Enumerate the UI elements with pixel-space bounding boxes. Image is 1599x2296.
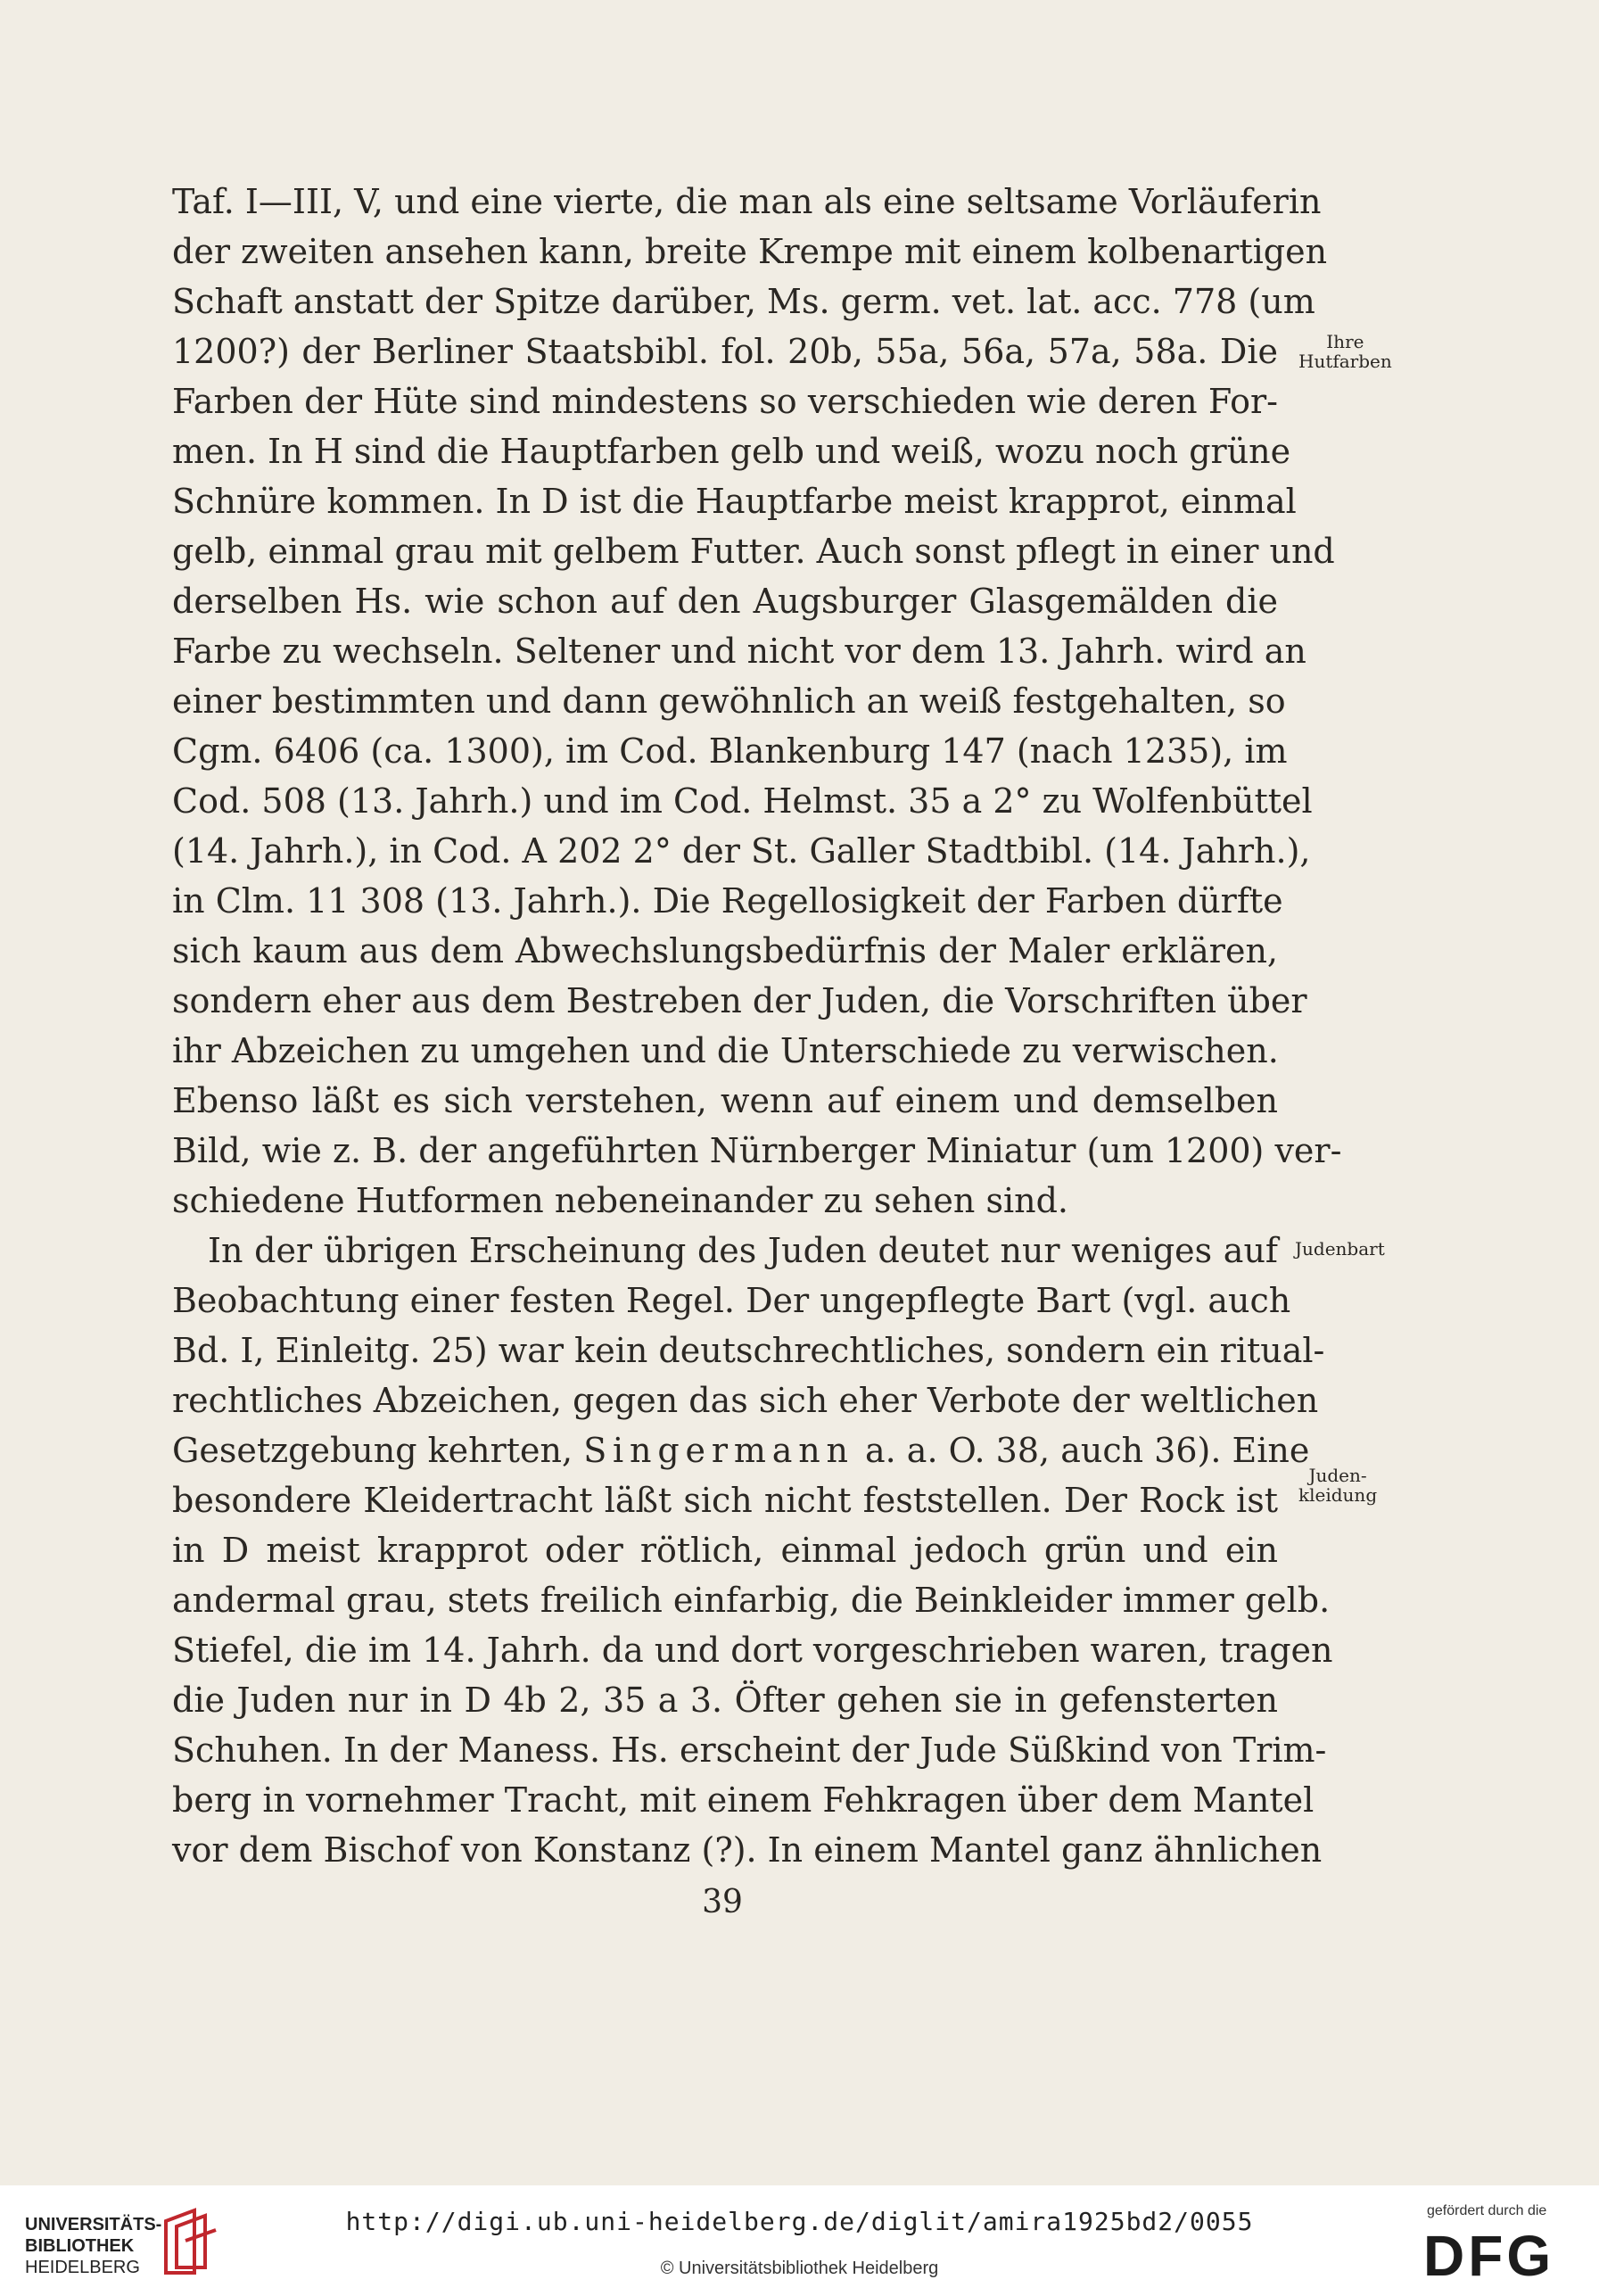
text-line: gelb, einmal grau mit gelbem Futter. Auch sonst pflegt in einer und	[172, 532, 1335, 571]
text-line: Bd. I, Einleitg. 25) war kein deutschrechtliches, sondern ein ritual-	[172, 1331, 1325, 1370]
text-line: derselben Hs. wie schon auf den Augsburger Glasgemälden die	[172, 582, 1278, 621]
text-run: Gesetzgebung kehrten,	[172, 1431, 573, 1470]
text-line: Cgm. 6406 (ca. 1300), im Cod. Blankenburg 147 (nach 1235), im	[172, 731, 1288, 771]
text-line: Ebenso läßt es sich verstehen, wenn auf einem und demselben	[172, 1081, 1278, 1120]
margin-note-judenkleidung	[1298, 1466, 1377, 1505]
text-line: sondern eher aus dem Bestreben der Juden, die Vorschriften über	[172, 981, 1307, 1020]
text-line: Bild, wie z. B. der angeführten Nürnberger Miniatur (um 1200) ver-	[172, 1131, 1342, 1170]
page-number: 39	[702, 1884, 743, 1920]
logo-text: UNIVERSITÄTS-	[25, 2215, 162, 2234]
text-line: Beobachtung einer festen Regel. Der ungepflegte Bart (vgl. auch	[172, 1281, 1291, 1320]
text-line: besondere Kleidertracht läßt sich nicht feststellen. Der Rock ist	[172, 1481, 1278, 1520]
text-line: Taf. I—III, V, und eine vierte, die man als eine seltsame Vorläuferin	[172, 182, 1322, 221]
text-line: Schaft anstatt der Spitze darüber, Ms. germ. vet. lat. acc. 778 (um	[172, 282, 1315, 321]
logo-text: HEIDELBERG	[25, 2258, 140, 2277]
text-line: in Clm. 11 308 (13. Jahrh.). Die Regellosigkeit der Farben dürfte	[172, 881, 1283, 921]
text-line: der zweiten ansehen kann, breite Krempe mit einem kolbenartigen	[172, 232, 1328, 271]
spaced-author-name: Singermann	[583, 1431, 854, 1470]
text-line: Stiefel, die im 14. Jahrh. da und dort vorgeschrieben waren, tragen	[172, 1631, 1333, 1670]
margin-note-line: kleidung	[1298, 1484, 1378, 1506]
text-line: die Juden nur in D 4b 2, 35 a 3. Öfter gehen sie in gefensterten	[172, 1681, 1278, 1720]
text-line: schiedene Hutformen nebeneinander zu sehen sind.	[172, 1181, 1068, 1220]
copyright-text: © Universitätsbibliothek Heidelberg	[660, 2259, 939, 2278]
text-line: Farben der Hüte sind mindestens so verschieden wie deren For-	[172, 382, 1278, 421]
text-line: 1200?) der Berliner Staatsbibl. fol. 20b, 55a, 56a, 57a, 58a. Die	[172, 332, 1278, 371]
dfg-logo: DFG	[1423, 2224, 1555, 2288]
document-url-link[interactable]: http://digi.ub.uni-heidelberg.de/diglit/amira1925bd2/0055	[345, 2207, 1254, 2236]
funding-note: gefördert durch die	[1427, 2203, 1547, 2218]
viewer-footer	[0, 2185, 1599, 2296]
text-line: sich kaum aus dem Abwechslungsbedürfnis der Maler erklären,	[172, 931, 1278, 970]
text-line: Schnüre kommen. In D ist die Hauptfarbe meist krapprot, einmal	[172, 482, 1297, 521]
margin-note-line: Juden-	[1308, 1465, 1367, 1486]
text-line: In der übrigen Erscheinung des Juden deutet nur weniges auf	[208, 1231, 1278, 1270]
text-line: rechtliches Abzeichen, gegen das sich eher Verbote der weltlichen	[172, 1381, 1319, 1420]
text-run: a. a. O. 38, auch 36). Eine	[864, 1431, 1310, 1470]
text-line: in D meist krapprot oder rötlich, einmal jedoch grün und ein	[172, 1531, 1278, 1570]
text-line: Cod. 508 (13. Jahrh.) und im Cod. Helmst. 35 a 2° zu Wolfenbüttel	[172, 781, 1313, 821]
margin-note-line: Hutfarben	[1298, 351, 1392, 372]
logo-text: BIBLIOTHEK	[25, 2236, 135, 2256]
text-line	[172, 1425, 1310, 1475]
text-line: ihr Abzeichen zu umgehen und die Unterschiede zu verwischen.	[172, 1031, 1279, 1070]
text-line: (14. Jahrh.), in Cod. A 202 2° der St. Galler Stadtbibl. (14. Jahrh.),	[172, 831, 1311, 871]
text-line: einer bestimmten und dann gewöhnlich an weiß festgehalten, so	[172, 681, 1286, 721]
margin-note-judenbart: Judenbart	[1295, 1238, 1385, 1259]
text-line: andermal grau, stets freilich einfarbig, die Beinkleider immer gelb.	[172, 1581, 1331, 1620]
text-line: Schuhen. In der Maness. Hs. erscheint der Jude Süßkind von Trim-	[172, 1730, 1327, 1770]
margin-note-hutfarben	[1298, 332, 1392, 371]
text-line: vor dem Bischof von Konstanz (?). In einem Mantel ganz ähnlichen	[172, 1830, 1323, 1870]
text-line: Farbe zu wechseln. Seltener und nicht vor dem 13. Jahrh. wird an	[172, 632, 1306, 671]
text-line: berg in vornehmer Tracht, mit einem Fehkragen über dem Mantel	[172, 1780, 1315, 1820]
text-line: men. In H sind die Hauptfarben gelb und weiß, wozu noch grüne	[172, 432, 1291, 471]
margin-note-line: Ihre	[1326, 331, 1364, 352]
